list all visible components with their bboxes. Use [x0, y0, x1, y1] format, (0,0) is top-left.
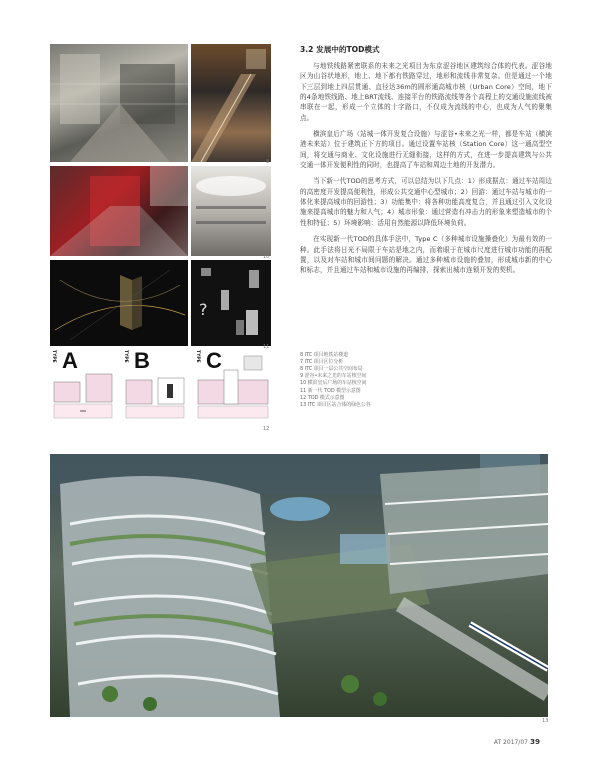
caption: 12 TOD 模式示意图 [300, 394, 345, 401]
type-c-letter: C [206, 348, 222, 373]
tod-model-3d-diagram [50, 260, 188, 346]
aerial-rendering-graphic [50, 454, 548, 717]
figure-number: 10 [263, 254, 270, 260]
station-core-graphic [50, 166, 188, 256]
type-b-letter: B [134, 348, 150, 373]
caption: 11 新一代 TOD 模型示意图 [300, 387, 361, 394]
tod-question-graphic [191, 260, 271, 346]
type-a-graphic [50, 350, 117, 426]
photo-station-core-red [50, 166, 188, 256]
article-text [300, 44, 552, 282]
caption: 7 ITC 项目区位分析 [300, 359, 344, 366]
type-b-graphic [122, 350, 189, 426]
paragraph: 当下新一代TOD的思考方式，可以总结为以下几点：1）形成据点：通过车站周边的高密度开发提高便利性，形成公共交通中心型城市；2）回游：通过车站与城市的一体化来提高城市的回游性；3）功能集中：将各种功能高度复合，并且通过引入文化设施来提高城市的魅力和人气；4）城市形象：通过营造有冲击力的形象来塑造城市的个性和特征；5）环境影响：活用自然能源以降低环境负荷。 [300, 177, 552, 227]
page-footer [494, 737, 540, 746]
type-c-diagram [194, 350, 271, 426]
photo-escalator [191, 44, 271, 162]
svg-text:?: ? [199, 300, 208, 319]
paragraph: 与地铁线路紧密联系的未来之光项目为东京涩谷地区建筑综合体的代表。涩谷地区为山谷状地形，地上、地下都有铁路穿过，地形和流线非常复杂。但是通过一个地下三层到地上四层贯通、直径达36m的圆形通高城市核（Urban Core）空间，地下的4条地铁线路、地上BRT流线、连接平台的铁路流线等各个高程上的交通设施流线被串联在一起，形成一个立体的十字路口，不仅成为流线的中心，也成为人气的聚集点。 [300, 62, 552, 122]
figure-number: 8 [266, 159, 270, 165]
type-b-label: TYPE [123, 350, 128, 363]
section-heading: 3.2 发展中的TOD模式 [300, 45, 380, 54]
page-number: 39 [529, 737, 540, 746]
type-c-label: TYPE [195, 350, 200, 363]
caption: 13 ITC 项目区站合体的绿色公谷 [300, 401, 371, 408]
figure-captions [300, 352, 480, 409]
type-b-diagram [122, 350, 189, 426]
type-c-graphic [194, 350, 271, 426]
photo-station-interior [50, 44, 188, 162]
figure-number: 12 [263, 426, 270, 432]
station-hall-graphic [191, 166, 271, 256]
tod-question-diagram [191, 260, 271, 346]
tod-model-graphic [50, 260, 188, 346]
figure-number: 11 [263, 344, 270, 350]
caption: 8 ITC 项目一层公共空间布局 [300, 366, 363, 373]
caption: 8 ITC 项目地铁站楼道 [300, 352, 349, 358]
caption: 9 涩谷•未来之光的车站核空间 [300, 373, 367, 380]
paragraph: 在实现新一代TOD的具体手法中，Type C（多种城市设施操叠化）为最有效的一种。此手法将日光不局限于车站是地之内，而着眼于在城市尺度进行城市功能的再配置，以及对车站和城市间问题的解决。通过多种城市设施的叠加，形成城市新的中心和标志，并且通过车站和城市设施的再编排，探索出城市连锁开发的契机。 [300, 235, 552, 275]
type-a-diagram [50, 350, 117, 426]
aerial-rendering-photo [50, 454, 548, 717]
type-a-letter: A [62, 348, 78, 373]
figure-number: 13 [542, 718, 549, 724]
caption: 10 横滨皇后广场的车站核空间 [300, 380, 367, 387]
paragraph: 横滨皇后广场（站城一体开发复合设施）与涩谷•未来之光一样，都是车站（横滨港未来站）位于建筑正下方的项目。通过设置车站核（Station Core）这一通高型空间，将交通与商业、文化设施进行无缝衔接，这样的方式，在进一步提高建筑与公共交通一体开发便利性的同时，也提高了车站和周边土地的开发潜力。 [300, 130, 552, 170]
escalator-graphic [191, 44, 271, 162]
journal-label: AT 2017/07 [493, 739, 528, 746]
type-a-label: TYPE [51, 350, 56, 363]
photo-station-hall [191, 166, 271, 256]
station-interior-graphic [50, 44, 188, 162]
